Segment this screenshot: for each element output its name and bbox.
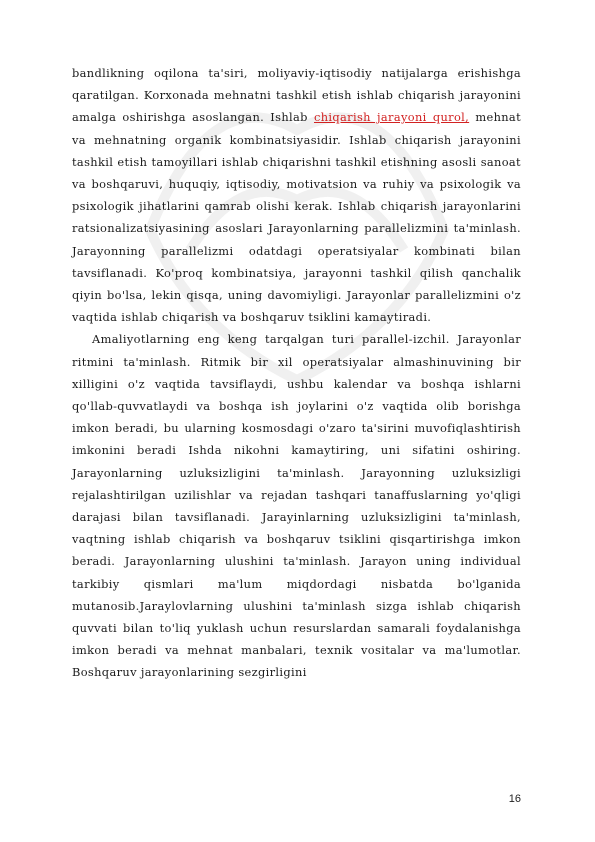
paragraph-2-text: Amaliyotlarning eng keng tarqalgan turi parallel-izchil. Jarayonlar ritmini ta'minlash. Ritmik bir xil operatsiyalar almashinuvining bir xilligini o'z vaqtida tavsiflaydi, ushbu kalendar va boshqa ishlarni qo'llab-quvvatlaydi va boshqa ish joylarini o'z vaqtida olib borishga imkon beradi, bu ularning kosmosdagi o'zaro ta'sirini muvofiqlashtirish imkonini beradi Ishda nikohni kamaytiring, uni sifatini oshiring. Jarayonlarning uzluksizligini ta'minlash. Jarayonning uzluksizligi rejalashtirilgan uzilishlar va rejadan tashqari tanaffuslarning yo'qligi darajasi bilan tavsiflanadi. Jarayinlarning uzluksizligini ta'minlash, vaqtning ishlab chiqarish va boshqaruv tsiklini qisqartirishga imkon beradi. Jarayonlarning ulushini ta'minlash. Jarayon uning individual tarkibiy qismlari ma'lum miqdordagi nisbatda bo'lganida mutanosib.Jaraylovlarning ulushini ta'minlash sizga ishlab chiqarish quvvati bilan to'liq yuklash uchun resurslardan samarali foydalanishga imkon beradi va mehnat manbalari, texnik vositalar va ma'lumotlar. Boshqaruv jarayonlarining sezgirligini (72, 332, 521, 680)
inline-link[interactable]: chiqarish jarayoni qurol, (313, 110, 470, 125)
page-number: 16 (508, 793, 521, 805)
paragraph-1-text-b: mehnat va mehnatning organik kombinatsiyasidir. Ishlab chiqarish jarayonini tashkil etish tamoyillari ishlab chiqarishni tashkil etishning asosli sanoat va boshqaruvi, huquqiy, iqtisodiy, motivatsion va ruhiy va psixologik va psixologik jihatlarini qamrab olishi kerak. Ishlab chiqarish jarayonlarini ratsionalizatsiyasining asoslari Jarayonlarning parallelizmini ta'minlash. Jarayonning parallelizmi odatdagi operatsiyalar kombinati bilan tavsiflanadi. Ko'proq kombinatsiya, jarayonni tashkil qilish qanchalik qiyin bo'lsa, lekin qisqa, uning davomiyligi. Jarayonlar parallelizmini o'z vaqtida ishlab chiqarish va boshqaruv tsiklini kamaytiradi. (72, 110, 522, 325)
paragraph-2 (72, 328, 521, 683)
paragraph-1-text-a: bandlikning oqilona ta'siri, moliyaviy-iqtisodiy natijalarga erishishga qaratilgan. Korxonada mehnatni tashkil etish ishlab chiqarish jarayonini amalga oshirishga asoslangan. Ishlab (72, 66, 521, 125)
paragraph-1 (72, 62, 521, 328)
document-body (72, 62, 521, 684)
